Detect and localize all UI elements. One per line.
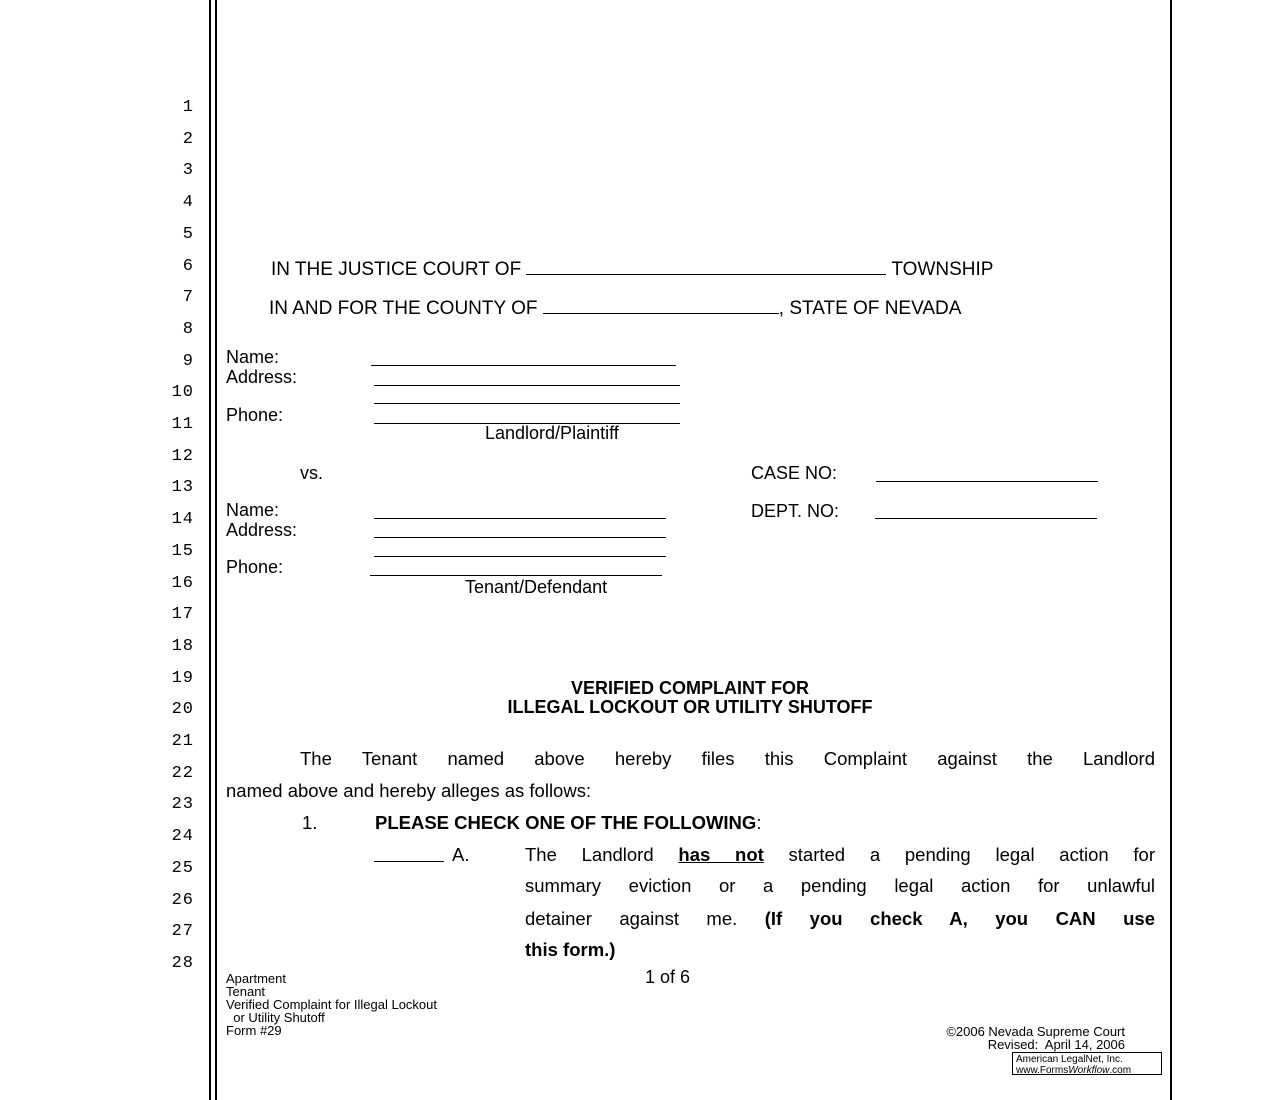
plaintiff-address-line-2[interactable] — [374, 403, 680, 404]
dept-no-line[interactable] — [875, 518, 1097, 519]
option-a-line-3 — [525, 908, 1155, 930]
county-suffix: , STATE OF NEVADA — [778, 298, 962, 319]
line-number: 1 — [182, 98, 194, 117]
footer-left-line-2: Tenant — [226, 984, 266, 999]
line-number: 20 — [171, 700, 194, 720]
line-number: 9 — [182, 351, 194, 371]
defendant-name-label: Name: — [226, 500, 280, 520]
footer-left-line-4: or Utility Shutoff — [226, 1010, 325, 1025]
line-number: 12 — [171, 446, 194, 466]
footer-left-line-1: Apartment — [226, 971, 286, 986]
plaintiff-address-line-1[interactable] — [374, 385, 680, 386]
footer-revised: Revised: April 14, 2006 — [987, 1037, 1125, 1052]
line-number: 11 — [171, 415, 194, 434]
defendant-phone-label: Phone: — [226, 557, 284, 577]
line-number: 23 — [171, 795, 194, 815]
left-margin-rule-inner — [215, 0, 217, 1100]
line-number: 5 — [182, 224, 194, 244]
defendant-role: Tenant/Defendant — [465, 577, 608, 597]
vendor-name: American LegalNet, Inc. — [1016, 1054, 1123, 1065]
line-number: 25 — [171, 858, 194, 878]
dept-no-label: DEPT. NO: — [751, 501, 840, 521]
line-number: 21 — [171, 732, 194, 751]
line-number: 24 — [171, 827, 194, 847]
line-number: 26 — [171, 890, 194, 910]
plaintiff-phone-label: Phone: — [226, 405, 284, 425]
versus: vs. — [300, 463, 324, 483]
footer-left-line-3: Verified Complaint for Illegal Lockout — [226, 997, 438, 1012]
line-number: 8 — [182, 319, 194, 339]
line-number: 16 — [171, 573, 194, 593]
vendor-url-suffix: .com — [1109, 1065, 1132, 1076]
option-a-letter: A. — [452, 844, 470, 865]
right-margin-rule — [1170, 0, 1172, 1100]
case-no-line[interactable] — [876, 481, 1098, 482]
document-title-line-1: VERIFIED COMPLAINT FOR — [571, 678, 809, 698]
vendor-logo-box — [1012, 1052, 1162, 1075]
line-number: 6 — [182, 256, 194, 276]
defendant-address-line-1[interactable] — [374, 537, 666, 538]
option-a-part-1: The Landlord — [525, 844, 654, 865]
line-number: 14 — [171, 510, 194, 530]
plaintiff-name-line[interactable] — [371, 365, 676, 366]
county-prefix: IN AND FOR THE COUNTY OF — [269, 298, 538, 319]
line-number: 19 — [171, 668, 194, 688]
option-a-line-4: this form.) — [525, 939, 616, 960]
defendant-phone-line[interactable] — [370, 575, 662, 576]
line-number: 28 — [171, 953, 194, 973]
option-a-part-2: started a pending legal action for — [788, 844, 1156, 865]
court-prefix: IN THE JUSTICE COURT OF — [271, 259, 522, 280]
footer-left-block — [226, 972, 437, 1037]
case-no-label: CASE NO: — [751, 463, 838, 483]
line-number: 13 — [171, 478, 194, 498]
defendant-address-label: Address: — [226, 520, 298, 540]
county-line — [269, 296, 961, 320]
court-suffix: TOWNSHIP — [891, 259, 994, 280]
line-number: 7 — [182, 288, 194, 308]
township-blank[interactable] — [526, 257, 886, 275]
line-number: 15 — [171, 541, 194, 561]
item-heading: PLEASE CHECK ONE OF THE FOLLOWING — [375, 812, 757, 833]
plaintiff-role: Landlord/Plaintiff — [485, 423, 619, 443]
line-number: 2 — [182, 129, 194, 149]
option-a-emphasis: has not — [678, 844, 764, 865]
line-number: 18 — [171, 636, 194, 656]
option-a-line-3-plain: detainer against me. — [525, 908, 738, 929]
defendant-name-line[interactable] — [374, 518, 666, 519]
vendor-url-italic: Workflow — [1068, 1065, 1110, 1076]
option-a-line-1 — [525, 844, 1155, 866]
line-number: 10 — [171, 383, 194, 403]
intro-line-2: named above and hereby alleges as follows: — [226, 780, 592, 801]
item-heading-row — [375, 812, 761, 834]
court-line — [271, 257, 993, 281]
line-number: 3 — [182, 161, 194, 181]
line-number: 27 — [171, 922, 194, 942]
vendor-url-prefix: www.Forms — [1016, 1065, 1069, 1076]
footer-copyright: ©2006 Nevada Supreme Court — [946, 1024, 1125, 1039]
left-margin-rule-outer — [209, 0, 211, 1100]
defendant-address-line-2[interactable] — [374, 556, 666, 557]
option-a-checkbox-line[interactable] — [374, 861, 444, 862]
line-number: 22 — [171, 763, 194, 783]
footer-left-line-5: Form #29 — [226, 1023, 282, 1038]
county-blank[interactable] — [543, 296, 779, 314]
document-title-line-2: ILLEGAL LOCKOUT OR UTILITY SHUTOFF — [507, 697, 873, 717]
plaintiff-name-label: Name: — [226, 347, 280, 367]
intro-line-1: The Tenant named above hereby files this Complaint against the Landlord — [300, 748, 1155, 769]
option-a-line-2: summary eviction or a pending legal action for unlawful — [525, 875, 1155, 896]
line-number: 17 — [171, 605, 194, 625]
item-number: 1. — [302, 812, 318, 833]
line-number: 4 — [182, 193, 194, 213]
page-number: 1 of 6 — [645, 967, 691, 987]
vendor-url — [1016, 1065, 1158, 1076]
item-heading-colon: : — [756, 812, 762, 833]
plaintiff-address-label: Address: — [226, 367, 298, 387]
option-a-line-3-bold: (If you check A, you CAN use — [764, 908, 1155, 929]
